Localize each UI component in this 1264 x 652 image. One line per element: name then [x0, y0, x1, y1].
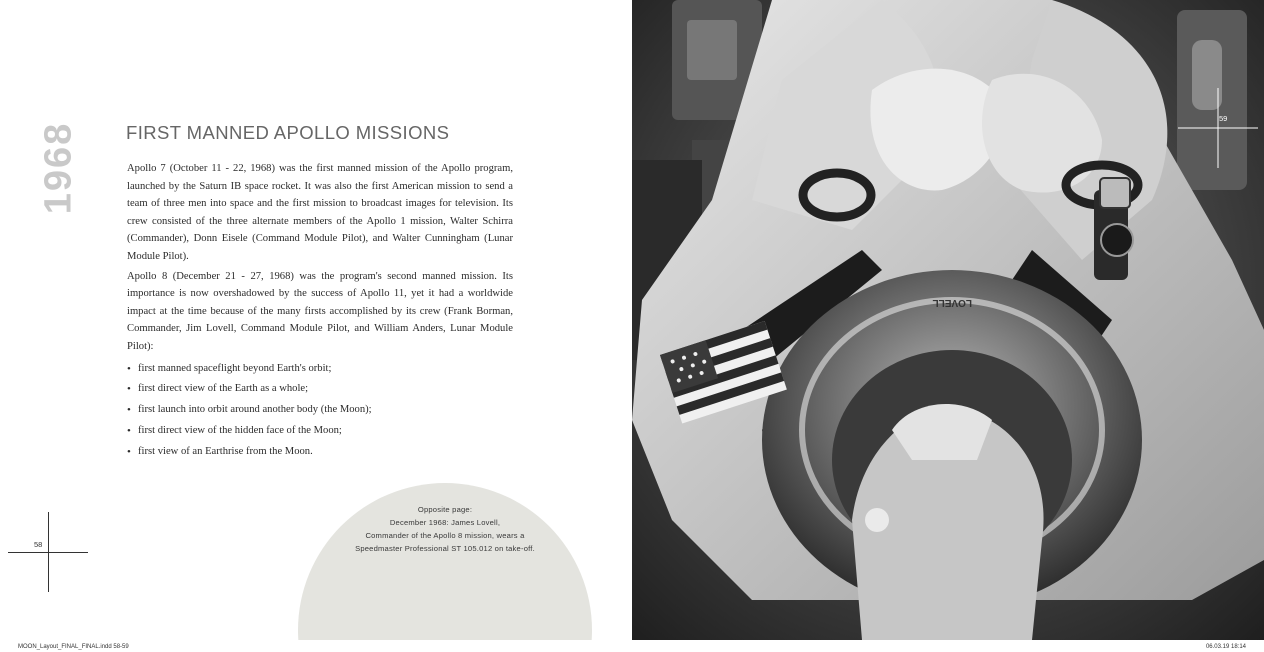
body-text	[127, 160, 513, 463]
list-item: • first view of an Earthrise from the Moon.	[127, 442, 513, 463]
caption-line: Speedmaster Professional ST 105.012 on take-off.	[355, 544, 535, 553]
list-item: • first direct view of the hidden face of the Moon;	[127, 421, 513, 442]
year-label: 1968	[37, 121, 80, 215]
crop-mark-horizontal	[8, 552, 88, 553]
firsts-list	[127, 359, 513, 463]
photo-caption	[316, 503, 574, 555]
astronaut-photo	[632, 0, 1264, 640]
file-slug: MOON_Layout_FINAL_FINAL.indd 58-59	[18, 644, 129, 650]
caption-line: December 1968: James Lovell,	[389, 518, 501, 527]
left-page	[0, 0, 632, 640]
page-number-right: 59	[1219, 114, 1228, 123]
page-number-left: 58	[34, 540, 43, 549]
paragraph-apollo-8: Apollo 8 (December 21 - 27, 1968) was the program's second manned mission. Its importance is now overshadowed by the success of Apollo 11, yet it had a worldwide impact at the time because of the many firsts accomplished by its crew (Frank Borman, Commander, Jim Lovell, Command Module Pilot, and William Anders, Lunar Module Pilot):	[127, 270, 513, 352]
list-item: • first manned spaceflight beyond Earth's orbit;	[127, 359, 513, 380]
suit-name-tag: LOVELL	[932, 297, 972, 308]
caption-line: Opposite page:	[417, 505, 473, 514]
paragraph-apollo-7: Apollo 7 (October 11 - 22, 1968) was the first manned mission of the Apollo program, launched by the Saturn IB space rocket. It was also the first American mission to send a team of three men into space and the first mission to broadcast images for television. Its crew consisted of the three alternate members of the Apollo 1 mission, Walter Schirra (Commander), Donn Eisele (Command Module Pilot), and Walter Cunningham (Lunar Module Pilot).	[127, 163, 513, 262]
caption-line: Commander of the Apollo 8 mission, wears a	[365, 531, 525, 540]
list-item: • first launch into orbit around another body (the Moon);	[127, 400, 513, 421]
date-slug: 06.03.19 18:14	[1205, 644, 1246, 650]
chapter-title: FIRST MANNED APOLLO MISSIONS	[126, 122, 450, 143]
list-item: • first direct view of the Earth as a whole;	[127, 379, 513, 400]
